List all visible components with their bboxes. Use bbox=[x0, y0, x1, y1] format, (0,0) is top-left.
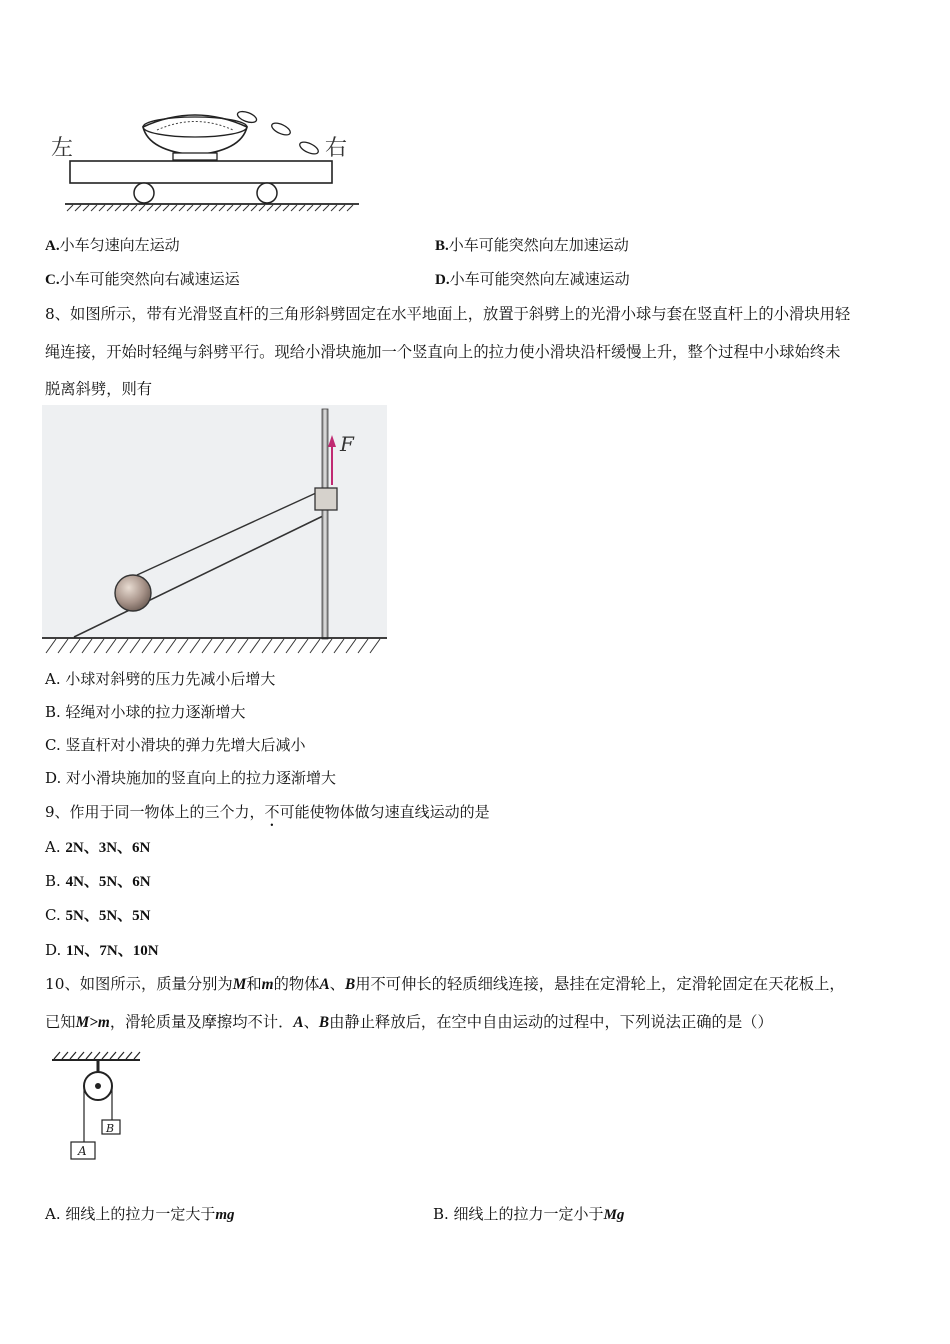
q7-option-b-text: 小车可能突然向左加速运动 bbox=[448, 236, 629, 254]
q10-text: 、 bbox=[303, 1013, 319, 1031]
water-drop bbox=[298, 140, 320, 157]
vertical-rod bbox=[322, 409, 328, 639]
q9-option-d-letter: D. bbox=[45, 941, 67, 959]
q10-text: ，滑轮质量及摩擦均不计． bbox=[109, 1013, 294, 1031]
q10-option-b-symbol: Mg bbox=[603, 1207, 625, 1223]
q8-option-a[interactable]: A. 小球对斜劈的压力先减小后增大 bbox=[45, 670, 276, 688]
q7-option-a-letter: A. bbox=[45, 238, 60, 254]
q7-option-c[interactable] bbox=[45, 269, 240, 290]
ball bbox=[115, 575, 151, 611]
q8-stem-line3: 脱离斜劈，则有 bbox=[45, 380, 153, 398]
pulley-figure bbox=[50, 1048, 145, 1166]
q7-option-a-text: 小车匀速向左运动 bbox=[59, 236, 180, 254]
block-b-label: B bbox=[106, 1122, 115, 1135]
q9-stem-emph: 不 bbox=[264, 803, 280, 821]
q7-option-c-text: 小车可能突然向右减速运运 bbox=[59, 270, 240, 288]
q8-option-c[interactable]: C. 竖直杆对小滑块的弹力先增大后减小 bbox=[45, 736, 306, 754]
block-a-label: A bbox=[78, 1144, 87, 1158]
q10-symbol-M: M bbox=[232, 976, 247, 993]
bowl bbox=[143, 115, 247, 155]
left-label: 左 bbox=[51, 136, 74, 161]
q9-option-a[interactable] bbox=[45, 837, 150, 858]
q8-option-b[interactable]: B. 轻绳对小球的拉力逐渐增大 bbox=[45, 703, 246, 721]
q9-stem bbox=[45, 802, 490, 830]
q10-text: 用不可伸长的轻质细线连接，悬挂在定滑轮上，定滑轮固定在天花板上， bbox=[355, 975, 845, 993]
q9-option-d-value: 1N、7N、10N bbox=[66, 943, 159, 959]
q9-option-c[interactable] bbox=[45, 905, 150, 926]
water-drop bbox=[270, 121, 292, 138]
q10-symbol-A: A bbox=[293, 1014, 304, 1031]
cart-deck bbox=[70, 161, 332, 183]
wheel bbox=[134, 183, 154, 203]
q9-stem-pre: 9、作用于同一物体上的三个力， bbox=[45, 803, 265, 821]
q9-option-a-value: 2N、3N、6N bbox=[65, 840, 151, 856]
q10-stem-line1 bbox=[45, 974, 845, 995]
right-label: 右 bbox=[325, 136, 348, 161]
wheel bbox=[257, 183, 277, 203]
q9-option-c-letter: C. bbox=[45, 906, 66, 924]
q8-option-d[interactable]: D. 对小滑块施加的竖直向上的拉力逐渐增大 bbox=[45, 769, 337, 787]
q7-option-d-text: 小车可能突然向左减速运动 bbox=[449, 270, 630, 288]
q9-stem-post: 可能使物体做匀速直线运动的是 bbox=[279, 803, 490, 821]
q9-option-b-letter: B. bbox=[45, 872, 66, 890]
q10-text: 的物体 bbox=[273, 975, 320, 993]
wedge-figure bbox=[42, 405, 387, 660]
q9-option-a-letter: A. bbox=[45, 838, 66, 856]
q10-option-a-symbol: mg bbox=[215, 1207, 235, 1223]
q10-condition: M>m bbox=[75, 1014, 110, 1031]
q10-stem-line2 bbox=[45, 1012, 773, 1033]
q9-option-c-value: 5N、5N、5N bbox=[65, 908, 151, 924]
q10-symbol-A: A bbox=[319, 976, 330, 993]
q9-option-b[interactable] bbox=[45, 871, 151, 892]
q10-option-a-text: A. 细线上的拉力一定大于 bbox=[45, 1205, 216, 1223]
q10-symbol-m: m bbox=[261, 976, 274, 993]
slider-block bbox=[315, 488, 337, 510]
q10-symbol-B: B bbox=[344, 976, 356, 993]
q8-stem-line1: 8、如图所示，带有光滑竖直杆的三角形斜劈固定在水平地面上，放置于斜劈上的光滑小球与套在竖直杆上的小滑块用轻 bbox=[45, 305, 851, 323]
q7-option-a[interactable] bbox=[45, 235, 180, 256]
q10-option-b-text: B. 细线上的拉力一定小于 bbox=[433, 1205, 604, 1223]
q10-symbol-B: B bbox=[318, 1014, 330, 1031]
q10-text: 由静止释放后，在空中自由运动的过程中，下列说法正确的是（） bbox=[329, 1013, 773, 1031]
q7-option-d-letter: D. bbox=[435, 272, 450, 288]
cart-figure bbox=[45, 105, 375, 220]
q7-option-b[interactable] bbox=[435, 235, 629, 256]
force-label: F bbox=[340, 432, 354, 456]
q9-option-b-value: 4N、5N、6N bbox=[65, 874, 151, 890]
q10-text: 10、如图所示，质量分别为 bbox=[45, 975, 233, 993]
q7-option-c-letter: C. bbox=[45, 272, 60, 288]
q10-option-a[interactable] bbox=[45, 1204, 235, 1225]
q7-option-b-letter: B. bbox=[435, 238, 449, 254]
q10-text: 、 bbox=[329, 975, 345, 993]
q10-text: 已知 bbox=[45, 1013, 76, 1031]
q9-option-d[interactable] bbox=[45, 940, 159, 961]
q10-option-b[interactable] bbox=[433, 1204, 624, 1225]
q7-option-d[interactable] bbox=[435, 269, 630, 290]
q8-stem-line2: 绳连接，开始时轻绳与斜劈平行。现给小滑块施加一个竖直向上的拉力使小滑块沿杆缓慢上升，整个过程中小球始终未 bbox=[45, 343, 841, 361]
q10-text: 和 bbox=[246, 975, 262, 993]
